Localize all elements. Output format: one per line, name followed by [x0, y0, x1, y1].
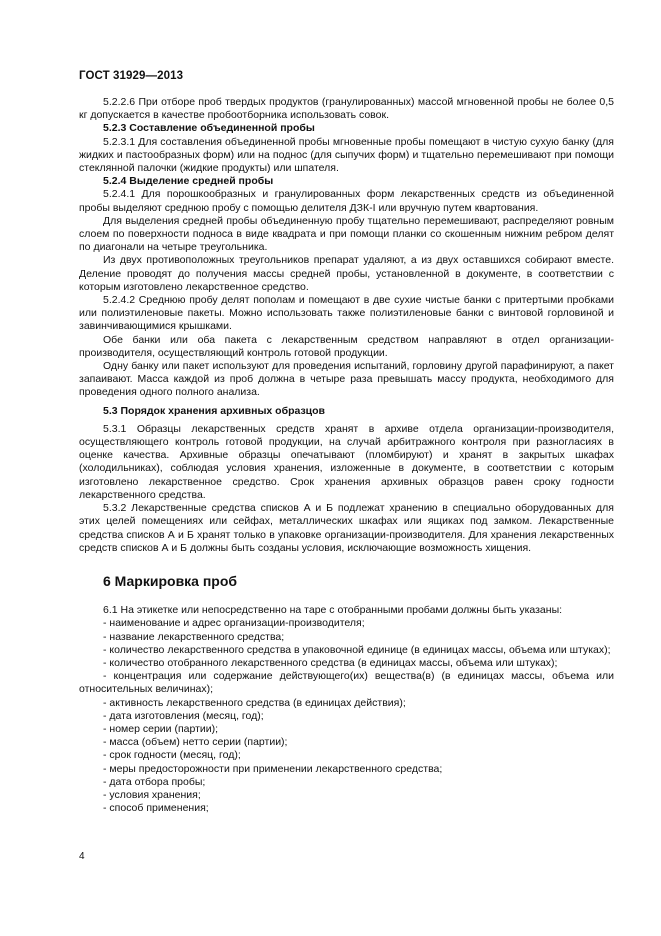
list-item: - масса (объем) нетто серии (партии); — [103, 736, 288, 749]
list-item: - срок годности (месяц, год); — [103, 749, 241, 762]
subheading-5-2-4: 5.2.4 Выделение средней пробы — [103, 175, 274, 188]
list-item: - номер серии (партии); — [103, 722, 219, 735]
paragraph-5-2-3-1: 5.2.3.1 Для составления объединенной пробы мгновенные пробы помещают в чистую сухую банку (для жидких и пастообразных форм) или на поднос (для сыпучих форм) и тщательно перемешивают при помощи стеклянной палочки (жидкие продукты) или шпателя. — [79, 135, 614, 175]
list-item: - активность лекарственного средства (в единицах действия); — [103, 696, 406, 709]
list-item: - количество отобранного лекарственного средства (в единицах массы, объема или штуках); — [103, 656, 558, 669]
paragraph-5-2-4-1: 5.2.4.1 Для порошкообразных и гранулированных форм лекарственных средств из объединенной пробы выделяют среднюю пробу с помощью делителя ДЗК-І или вручную путем квартования. — [79, 188, 614, 214]
list-item: - количество лекарственного средства в упаковочной единице (в единицах массы, объема или штуках); — [103, 643, 611, 656]
list-item: - дата отбора пробы; — [103, 775, 206, 788]
paragraph-5-2-2-6: 5.2.2.6 При отборе проб твердых продуктов (гранулированных) массой мгновенной пробы не более 0,5 кг допускается в качестве пробоотборника использовать совок. — [79, 96, 614, 122]
list-item: - меры предосторожности при применении лекарственного средства; — [103, 762, 443, 775]
list-item: - способ применения; — [103, 802, 209, 815]
list-item: - условия хранения; — [103, 788, 201, 801]
paragraph-triangles: Из двух противоположных треугольников препарат удаляют, а из двух оставшихся собирают вместе. Деление проводят до получения массы средней пробы, установленной в документе, в соответствии с которым изготовлено лекарственное средство. — [79, 254, 614, 293]
subheading-5-2-3: 5.2.3 Составление объединенной пробы — [103, 122, 315, 135]
page-number: 4 — [79, 851, 85, 862]
list-item: - название лекарственного средства; — [103, 630, 285, 643]
paragraph-quartering: Для выделения средней пробы объединенную пробу тщательно перемешивают, распределяют ровным слоем по поверхности подноса в виде квадрата и при помощи планки со скошенным нижним ребром делят по диагонали на четыре треугольника. — [79, 214, 614, 254]
list-item: - концентрация или содержание действующего(их) вещества(в) (в единицах массы, объема или относительных величинах); — [79, 670, 614, 696]
paragraph-5-3-2: 5.3.2 Лекарственные средства списков А и Б подлежат хранению в специально оборудованных для этих целей помещениях или сейфах, металлических шкафах или ящиках под замком. Лекарственные средства списков А и Б хранят только в упаковке организации-производителя. Для хранения лекарственных средств списков А и Б должны быть созданы условия, исключающие возможность хищения. — [79, 502, 614, 554]
document-body — [79, 96, 614, 815]
label-requirements-list — [79, 617, 614, 815]
subheading-5-3: 5.3 Порядок хранения архивных образцов — [103, 404, 325, 417]
paragraph-one-jar: Одну банку или пакет используют для проведения испытаний, горловину другой парафинируют, а пакет запаивают. Масса каждой из проб должна в четыре раза превышать массу продукта, необходимого для проведения одного полного анализа. — [79, 360, 614, 399]
paragraph-6-1: 6.1 На этикетке или непосредственно на таре с отобранными пробами должны быть указаны: — [103, 604, 563, 617]
document-header: ГОСТ 31929—2013 — [79, 70, 184, 82]
section-6-heading: 6 Маркировка проб — [103, 572, 238, 589]
list-item: - дата изготовления (месяц, год); — [103, 709, 264, 722]
paragraph-5-2-4-2: 5.2.4.2 Среднюю пробу делят пополам и помещают в две сухие чистые банки с притертыми пробками или полиэтиленовые пакеты. Можно использовать также полиэтиленовые банки с винтовой горловиной и завинчивающимися крышками. — [79, 294, 614, 333]
paragraph-5-3-1: 5.3.1 Образцы лекарственных средств хранят в архиве отдела организации-производителя, осуществляющего контроль готовой продукции, на случай арбитражного контроля при разногласиях в оценке качества. Архивные образцы опечатывают (пломбируют) и хранят в закрытых шкафах (холодильниках), соблюдая условия хранения, изложенные в документе, в соответствии с которым изготовлено лекарственное средство. Срок хранения архивных образцов равен сроку годности лекарственного средства. — [79, 422, 614, 501]
list-item: - наименование и адрес организации-производителя; — [103, 617, 365, 630]
paragraph-jars-sent: Обе банки или оба пакета с лекарственным средством направляют в отдел организации-производителя, осуществляющий контроль готовой продукции. — [79, 333, 614, 359]
